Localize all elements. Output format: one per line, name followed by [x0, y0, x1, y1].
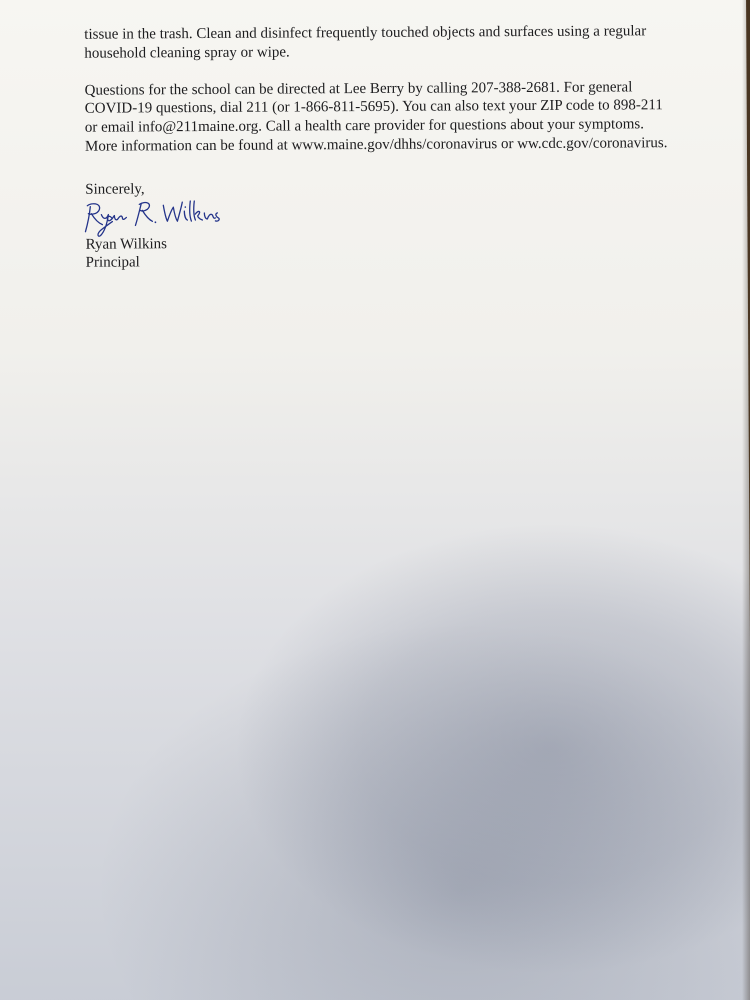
- text-line: COVID-19 questions, dial 211 (or 1-866-811-5695). You can also text your ZIP code to 898-211: [84, 97, 663, 118]
- text-line: household cleaning spray or wipe.: [84, 44, 290, 62]
- signature-block: [85, 177, 702, 273]
- closing-text: Sincerely,: [85, 181, 145, 198]
- text-line: Questions for the school can be directed at Lee Berry by calling 207-388-2681. For general: [84, 78, 633, 99]
- paragraph-contact-info: [85, 78, 701, 157]
- text-line: or email info@211maine.org. Call a health care provider for questions about your symptoms.: [84, 116, 644, 136]
- letter-text: [84, 22, 701, 273]
- text-line: More information can be found at www.maine.gov/dhhs/coronavirus or ww.cdc.gov/coronavirus.: [84, 135, 668, 155]
- text-line: tissue in the trash. Clean and disinfect frequently touched objects and surfaces using a regular: [84, 23, 647, 43]
- handwritten-signature: [81, 196, 221, 239]
- signer-title: Principal: [85, 254, 140, 272]
- paragraph-hygiene: [84, 22, 700, 63]
- signer-name: Ryan Wilkins: [85, 235, 168, 253]
